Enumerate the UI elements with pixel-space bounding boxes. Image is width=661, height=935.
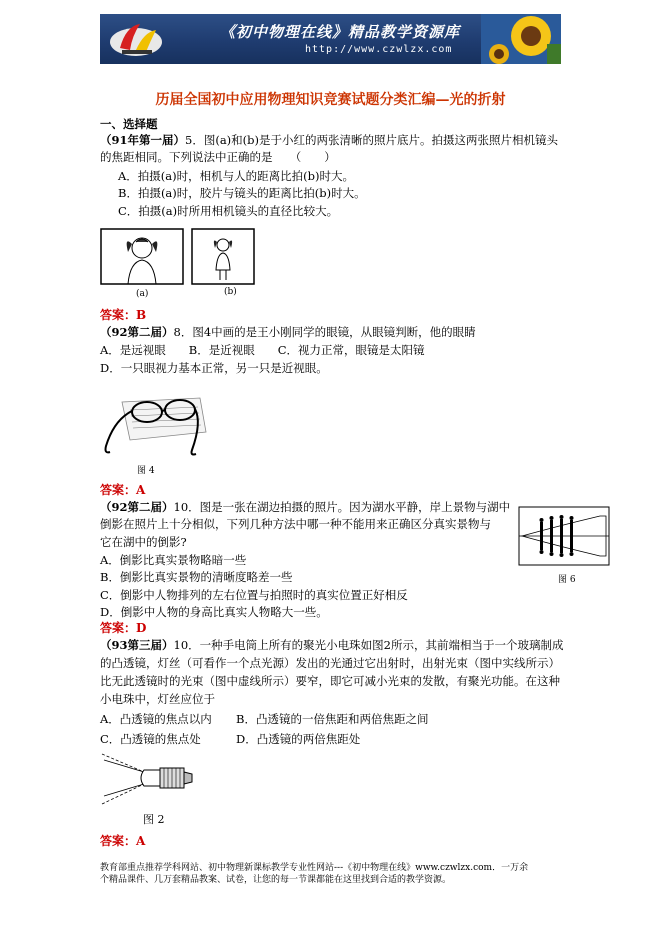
bulb-icon xyxy=(141,768,192,788)
q1-answer: 答案：B xyxy=(100,308,147,322)
q3-text: 10．图是一张在湖边拍摄的照片。因为湖水平静，岸上景物与湖中 xyxy=(173,500,511,514)
q3-line3: 它在湖中的倒影? xyxy=(100,535,187,549)
q1-option-b: B．拍摄(a)时，胶片与镜头的距离比拍(b)时大。 xyxy=(118,186,366,200)
q4-option-a: A．凸透镜的焦点以内 xyxy=(100,712,212,726)
q3-line1 xyxy=(100,500,510,515)
q4-option-d: D．凸透镜的两倍焦距处 xyxy=(236,732,361,746)
q4-flashlight-bulb-figure xyxy=(100,752,210,808)
q2-line1 xyxy=(100,325,476,340)
q1-text: 5．图(a)和(b)是于小红的两张清晰的照片底片。拍摄这两张照片相机镜头 xyxy=(185,133,558,147)
q1-option-a: A．拍摄(a)时，相机与人的距离比拍(b)时大。 xyxy=(118,169,354,183)
q4-tag: （93第三届） xyxy=(100,638,174,652)
q1-line2: 的焦距相同。下列说法中正确的是 （ ） xyxy=(100,150,336,164)
q1-caption-b: (b) xyxy=(224,287,237,297)
q4-option-b: B．凸透镜的一倍焦距和两倍焦距之间 xyxy=(236,712,429,726)
q2-glasses-figure xyxy=(100,380,210,460)
q2-line2: A．是远视眼 B．是近视眼 C．视力正常，眼镜是太阳镜 xyxy=(100,343,425,357)
q2-answer: 答案：A xyxy=(100,483,146,497)
q3-option-a: A．倒影比真实景物略暗一些 xyxy=(100,553,247,567)
q3-option-b: B．倒影比真实景物的清晰度略差一些 xyxy=(100,570,293,584)
q3-fig-caption: 图 6 xyxy=(558,575,576,585)
q2-tag: （92第二届） xyxy=(100,325,174,339)
q1-option-c: C．拍摄(a)时所用相机镜头的直径比较大。 xyxy=(118,204,339,218)
q4-answer: 答案：A xyxy=(100,834,146,848)
q2-text: 8．图4中画的是王小刚同学的眼镜，从眼镜判断，他的眼睛 xyxy=(173,325,476,339)
q3-lake-photo-figure xyxy=(518,506,610,566)
q1-photo-figure xyxy=(100,228,260,288)
q4-text: 10．一种手电筒上所有的聚光小电珠如图2所示，其前端相当于一个玻璃制成 xyxy=(173,638,564,652)
q1-line1 xyxy=(100,133,558,148)
q3-option-d: D．倒影中人物的身高比真实人物略大一些。 xyxy=(100,605,328,619)
q4-line2: 的凸透镜，灯丝（可看作一个点光源）发出的光通过它出射时，出射光束（图中实线所示） xyxy=(100,656,560,670)
q3-answer: 答案：D xyxy=(100,621,147,635)
banner-title: 《初中物理在线》精品教学资源库 xyxy=(220,23,461,41)
sunflower-icon xyxy=(481,14,561,64)
q3-line2: 倒影在照片上十分相似，下列几种方法中哪一种不能用来正确区分真实景物与 xyxy=(100,517,491,531)
q1-tag: （91年第一届） xyxy=(100,133,186,147)
site-logo-icon xyxy=(106,18,166,60)
q4-option-c: C．凸透镜的焦点处 xyxy=(100,732,201,746)
footer-line2: 个精品课件、几万套精品教案、试卷，让您的每一节课都能在这里找到合适的教学资源。 xyxy=(100,875,452,885)
q3-tag: （92第二届） xyxy=(100,500,174,514)
header-banner xyxy=(100,14,561,64)
q4-line1 xyxy=(100,638,563,653)
q3-option-c: C．倒影中人物排列的左右位置与拍照时的真实位置正好相反 xyxy=(100,588,408,602)
banner-url[interactable]: http://www.czwlzx.com xyxy=(305,44,453,55)
q4-fig-caption: 图 2 xyxy=(143,813,165,826)
q4-line3: 比无此透镜时的光束（图中虚线所示）要窄，即它可减小光束的发散，有聚光功能。在这种 xyxy=(100,674,560,688)
q1-caption-a: (a) xyxy=(136,289,149,299)
section-heading: 一、选择题 xyxy=(100,117,158,131)
q2-fig-caption: 图 4 xyxy=(137,466,155,476)
footer-line1: 教育部重点推荐学科网站、初中物理新课标教学专业性网站---《初中物理在线》www.czwlzx.com．一万余 xyxy=(100,863,529,873)
document-title: 历届全国初中应用物理知识竞赛试题分类汇编—光的折射 xyxy=(155,92,506,108)
q4-line4: 小电珠中，灯丝应位于 xyxy=(100,692,215,706)
q2-line3: D．一只眼视力基本正常，另一只是近视眼。 xyxy=(100,361,328,375)
